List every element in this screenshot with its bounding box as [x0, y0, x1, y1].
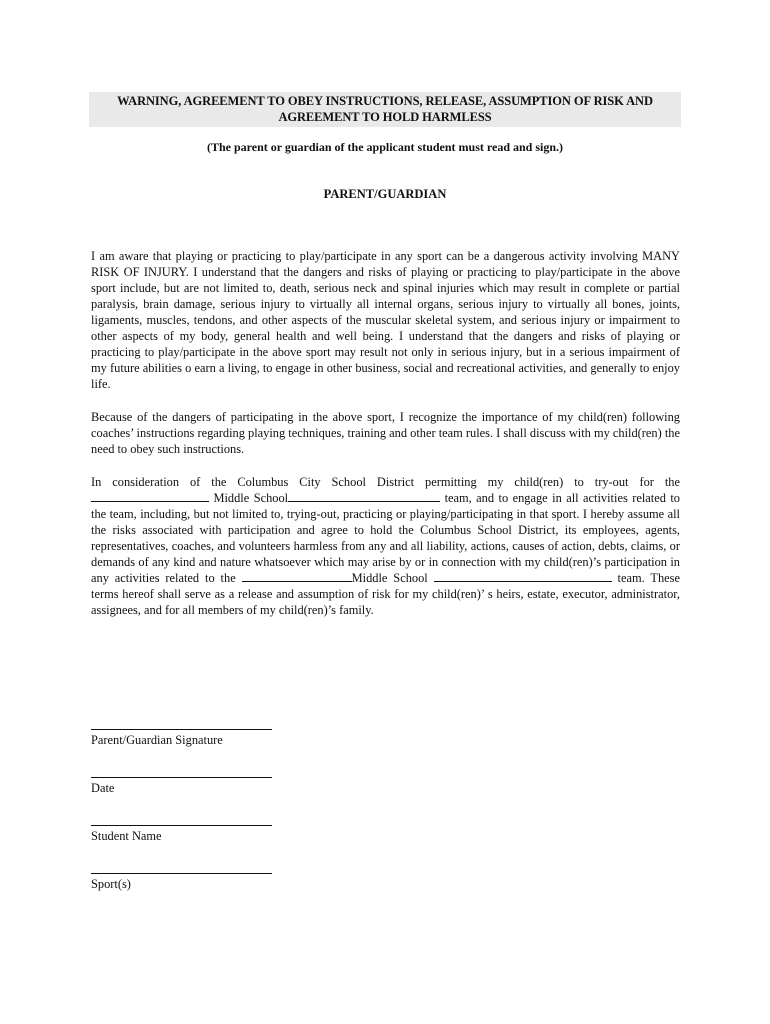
section-heading: PARENT/GUARDIAN — [323, 187, 447, 201]
team-name-blank-1[interactable] — [288, 490, 440, 502]
release-paragraph — [91, 474, 680, 618]
school-name-blank-2[interactable] — [242, 570, 352, 582]
release-text-c: team, and to engage in all activities related to the team, including, but not limited to, trying-out, practicing or playing/participating in that sport. I hereby assume all the risks associated with participation and agree to hold the Columbus School District, its employees, agents, representatives, coaches, and volunteers harmless from any and all liability, actions, causes of action, debts, claims, or demands of any kind and nature whatsoever which may arise by or in connection with my child(ren)’s participation in any activities related to the — [91, 491, 680, 585]
release-text-e: team. These terms hereof shall serve as a release and assumption of risk for my child(ren)’ s heirs, estate, executor, administrator, assignees, and for all members of my child(ren)’s family. — [91, 571, 680, 617]
risk-paragraph: I am aware that playing or practicing to play/participate in any sport can be a dangerous activity involving MANY RISK OF INJURY. I understand that the dangers and risks of playing or practicing to play/participate in the above sport include, but are not limited to, death, serious neck and spinal injuries which may result in complete or partial paralysis, brain damage, serious injury to virtually all internal organs, serious injury to virtually all bones, joints, ligaments, muscles, tendons, and other aspects of the muscular skeletal system, and serious injury or impairment to other aspects of my body, general health and well being. I understand that the dangers and risks of playing or practicing to play/participate in the above sport may result not only in serious injury, but in a serious impairment of my future abilities o earn a living, to engage in other business, social and recreational activities, and generally to enjoy life. — [91, 249, 680, 391]
team-name-blank-2[interactable] — [434, 570, 612, 582]
date-line[interactable] — [91, 777, 272, 778]
release-text-d: Middle School — [351, 571, 428, 585]
school-name-blank-1[interactable] — [91, 490, 209, 502]
release-text-b: Middle School — [213, 491, 289, 505]
document-subtitle: (The parent or guardian of the applicant student must read and sign.) — [206, 140, 564, 154]
sports-label: Sport(s) — [91, 877, 131, 891]
sports-line[interactable] — [91, 873, 272, 874]
instructions-paragraph: Because of the dangers of participating in the above sport, I recognize the importance of my child(ren) following coaches’ instructions regarding playing techniques, training and other team rules. I shall discuss with my child(ren) the need to obey such instructions. — [91, 410, 680, 456]
student-name-line[interactable] — [91, 825, 272, 826]
student-name-label: Student Name — [91, 829, 162, 843]
document-title: WARNING, AGREEMENT TO OBEY INSTRUCTIONS, RELEASE, ASSUMPTION OF RISK AND AGREEMENT TO HOLD HARMLESS — [89, 92, 681, 127]
date-label: Date — [91, 781, 115, 795]
release-text-a: In consideration of the Columbus City School District permitting my child(ren) to try-out for the — [91, 475, 680, 489]
signature-label: Parent/Guardian Signature — [91, 733, 223, 747]
signature-line[interactable] — [91, 729, 272, 730]
